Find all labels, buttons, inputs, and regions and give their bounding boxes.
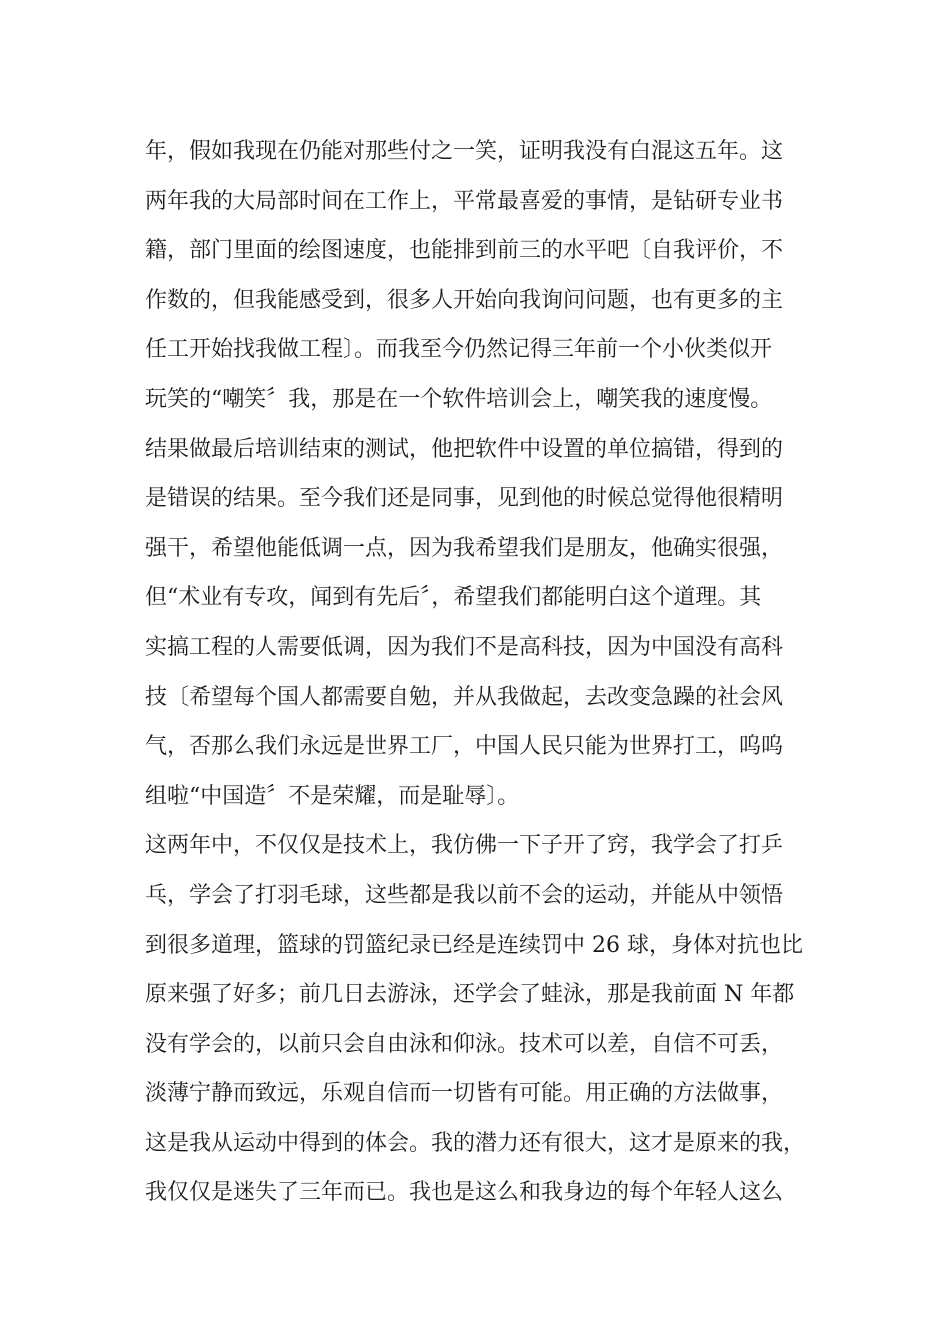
text-line: 年，假如我现在仍能对那些付之一笑，证明我没有白混这五年。这 bbox=[145, 139, 784, 164]
text-line: 实搞工程的人需要低调，因为我们不是高科技，因为中国没有高科 bbox=[145, 634, 784, 660]
text-line: 到很多道理，篮球的罚篮纪录已经是连续罚中 26 球，身体对抗也比 bbox=[145, 932, 803, 958]
text-line: 任工开始找我做工程〕。而我至今仍然记得三年前一个小伙类似开 bbox=[145, 337, 773, 363]
text-line: 这两年中，不仅仅是技术上，我仿佛一下子开了窍，我学会了打乒 bbox=[145, 833, 784, 859]
body-text bbox=[145, 127, 835, 1218]
text-line: 作数的，但我能感受到，很多人开始向我询问问题，也有更多的主 bbox=[145, 287, 784, 313]
text-line: 强干，希望他能低调一点，因为我希望我们是朋友，他确实很强， bbox=[145, 535, 784, 561]
text-line: 乓，学会了打羽毛球，这些都是我以前不会的运动，并能从中领悟 bbox=[145, 882, 784, 908]
text-line: 是错误的结果。至今我们还是同事，见到他的时候总觉得他很精明 bbox=[145, 486, 784, 512]
text-line: 这是我从运动中得到的体会。我的潜力还有很大，这才是原来的我， bbox=[145, 1130, 806, 1156]
text-line: 结果做最后培训结束的测试，他把软件中设置的单位搞错，得到的 bbox=[145, 436, 784, 462]
text-line: 玩笑的“嘲笑〞我，那是在一个软件培训会上，嘲笑我的速度慢。 bbox=[145, 386, 773, 412]
text-line: 组啦“中国造〞不是荣耀，而是耻辱〕。 bbox=[145, 783, 520, 809]
text-line: 原来强了好多；前几日去游泳，还学会了蛙泳，那是我前面 N 年都 bbox=[145, 982, 795, 1008]
text-line: 没有学会的，以前只会自由泳和仰泳。技术可以差，自信不可丢， bbox=[145, 1031, 784, 1057]
text-line: 但“术业有专攻，闻到有先后〞，希望我们都能明白这个道理。其 bbox=[145, 585, 762, 611]
text-line: 两年我的大局部时间在工作上，平常最喜爱的事情，是钻研专业书 bbox=[145, 188, 784, 214]
text-line: 淡薄宁静而致远，乐观自信而一切皆有可能。用正确的方法做事， bbox=[145, 1081, 784, 1107]
text-line: 技〔希望每个国人都需要自勉，并从我做起，去改变急躁的社会风 bbox=[145, 684, 784, 710]
text-line: 我仅仅是迷失了三年而已。我也是这么和我身边的每个年轻人这么 bbox=[145, 1180, 784, 1206]
text-line: 气，否那么我们永远是世界工厂，中国人民只能为世界打工，呜呜 bbox=[145, 734, 784, 760]
text-line: 籍，部门里面的绘图速度，也能排到前三的水平吧〔自我评价，不 bbox=[145, 238, 784, 264]
